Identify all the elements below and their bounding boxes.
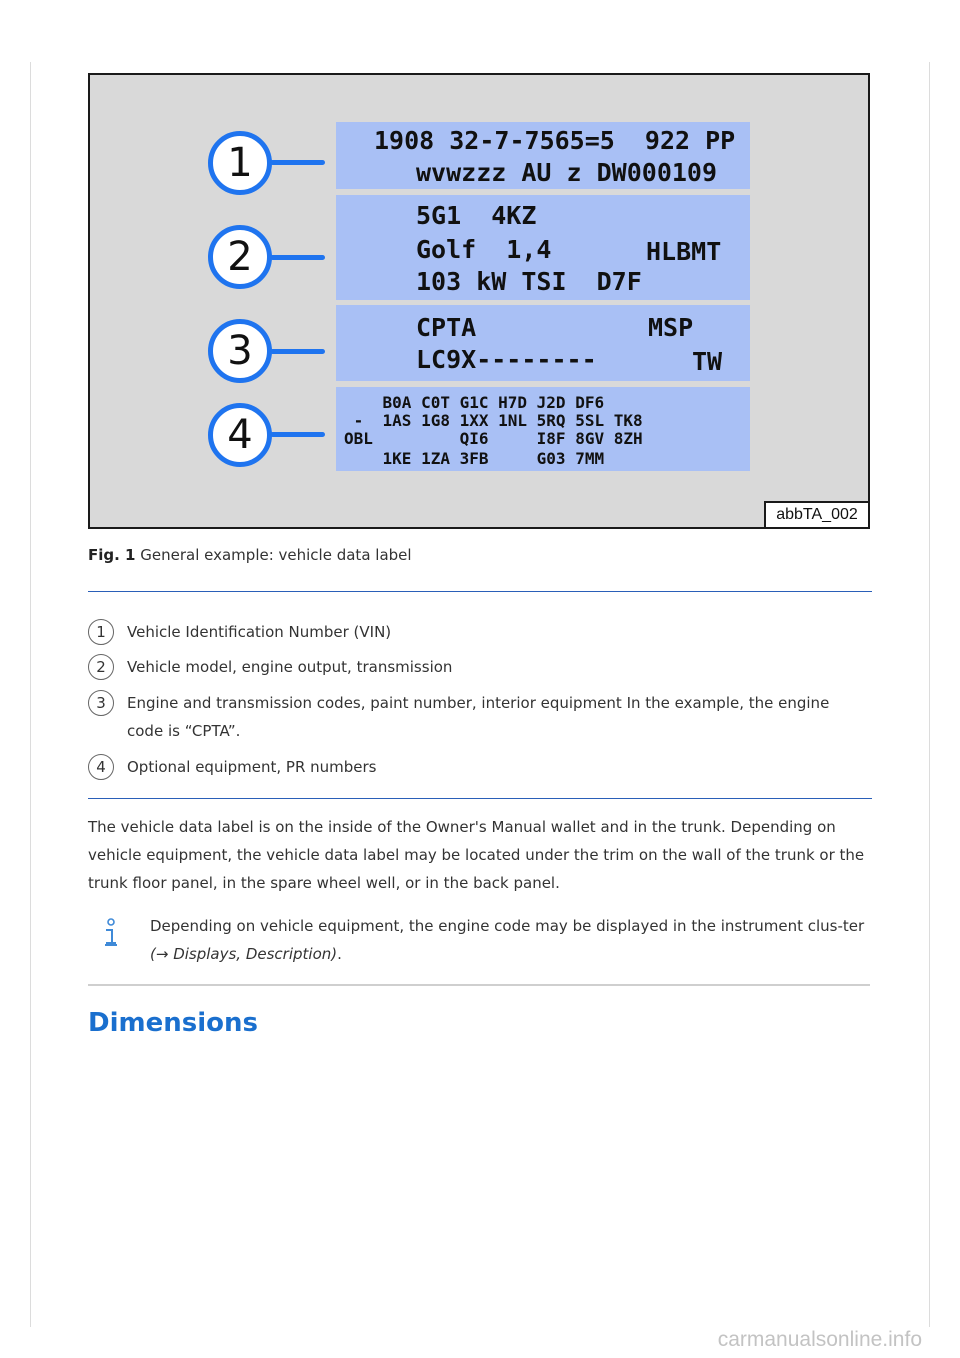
legend-bottom-rule [88, 798, 872, 799]
section-title: Dimensions [88, 1008, 258, 1038]
page-border-right [929, 62, 930, 1327]
vin-line-2: wvwzzz AU z DW000109 [416, 158, 718, 187]
page-border-left [30, 62, 31, 1327]
note-text [150, 912, 870, 968]
watermark: carmanualsonline.info [717, 1328, 922, 1351]
model-line-1: 5G1 4KZ [416, 201, 537, 230]
legend-text: Vehicle Identification Number (VIN) [127, 623, 392, 641]
legend-number: 2 [88, 654, 114, 680]
model-trim: HLBMT [646, 237, 722, 266]
note-link[interactable]: (→ Displays, Description) [150, 945, 338, 963]
pr-line-1: B0A C0T G1C H7D J2D DF6 [344, 393, 605, 412]
callout-4-connector [270, 432, 325, 437]
legend-text: Optional equipment, PR numbers [127, 758, 377, 776]
paint-code: LC9X-------- [416, 345, 597, 374]
caption-prefix: Fig. 1 [88, 546, 136, 564]
legend-number: 3 [88, 690, 114, 716]
body-paragraph: The vehicle data label is on the inside of the Owner's Manual wallet and in the trunk. Depending on vehicle equipment, the vehicle data label may be located under the trim on the wall of the trunk or the trunk floor panel, in the spare wheel well, or in the back panel. [88, 818, 865, 892]
caption-text: General example: vehicle data label [140, 546, 412, 564]
pr-line-3: OBL QI6 I8F 8GV 8ZH [344, 429, 643, 448]
figure-id: abbTA_002 [764, 501, 868, 527]
legend-number: 1 [88, 619, 114, 645]
callout-3-connector [270, 349, 325, 354]
section-divider [88, 984, 870, 986]
legend-top-rule [88, 591, 872, 592]
info-icon [102, 918, 120, 948]
callout-2: 2 [208, 225, 272, 289]
engine-code: CPTA [416, 313, 477, 342]
callout-1-connector [270, 160, 325, 165]
callout-2-connector [270, 255, 325, 260]
callout-1: 1 [208, 131, 272, 195]
figure-caption [88, 546, 412, 564]
legend-text: Engine and transmission codes, paint number, interior equipment In the example, the engine code is “CPTA”. [127, 694, 830, 740]
model-line-3: 103 kW TSI D7F [416, 267, 642, 296]
label-panel-model [336, 195, 750, 300]
vehicle-data-label-figure [88, 73, 870, 529]
label-panel-codes [336, 305, 750, 381]
callout-3: 3 [208, 319, 272, 383]
callout-4: 4 [208, 403, 272, 467]
legend-number: 4 [88, 754, 114, 780]
note-end: . [337, 945, 342, 963]
legend-text: Vehicle model, engine output, transmission [127, 658, 453, 676]
vin-line-1: 1908 32-7-7565=5 922 PP [374, 126, 736, 155]
note-body: Depending on vehicle equipment, the engine code may be displayed in the instrument clus-ter [150, 917, 865, 935]
label-panel-pr-numbers [336, 387, 750, 471]
pr-line-2: - 1AS 1G8 1XX 1NL 5RQ 5SL TK8 [344, 411, 643, 430]
transmission-code: MSP [648, 313, 694, 342]
pr-line-4: 1KE 1ZA 3FB G03 7MM [344, 449, 605, 468]
label-panel-vin [336, 122, 750, 189]
model-line-2: Golf 1,4 [416, 235, 552, 264]
interior-code: TW [692, 347, 723, 376]
